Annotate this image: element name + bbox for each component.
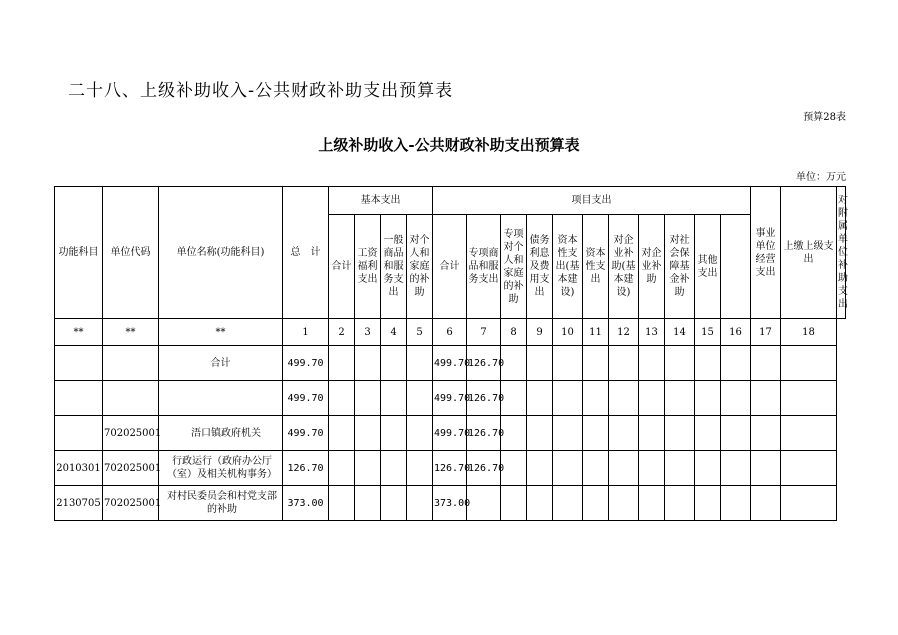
cell-func [55,381,103,416]
cell-total: 373.00 [283,486,329,521]
header-business: 事业单位经营支出 [751,187,781,319]
cell-proj-total: 373.00 [433,486,467,521]
cell-total: 499.70 [283,346,329,381]
header-wages: 工资福利支出 [355,215,381,319]
header-social: 对社会保障基金补助 [665,215,695,319]
cell-proj-total: 499.70 [433,346,467,381]
header-special-goods: 专项商品和服务支出 [467,215,501,319]
index-cell: ** [103,319,159,346]
index-cell: 10 [553,319,583,346]
table-number: 预算28表 [803,112,846,123]
header-capital-build: 资本性支出(基本建设) [553,215,583,319]
cell-special-goods: 126.70 [467,381,501,416]
page-heading: 二十八、上级补助收入-公共财政补助支出预算表 [68,81,454,101]
cell-proj-total: 499.70 [433,381,467,416]
index-cell: 17 [751,319,781,346]
table-row [55,486,846,521]
cell-func: 2130705 [55,486,103,521]
cell-total: 126.70 [283,451,329,486]
index-cell: 4 [381,319,407,346]
cell-code: 702025001 [103,451,159,486]
header-total: 总 计 [283,187,329,319]
index-cell: 11 [583,319,609,346]
index-cell: 2 [329,319,355,346]
table-row [55,381,846,416]
index-cell: 8 [501,319,527,346]
cell-name: 行政运行（政府办公厅（室）及相关机构事务） [159,451,283,486]
header-remit: 上缴上级支出 [781,187,837,319]
header-basic-total: 合计 [329,215,355,319]
index-cell: 6 [433,319,467,346]
cell-proj-total: 126.70 [433,451,467,486]
cell-func [55,346,103,381]
header-goods: 一般商品和服务支出 [381,215,407,319]
cell-special-goods: 126.70 [467,416,501,451]
table-row [55,416,846,451]
index-cell: 15 [695,319,721,346]
table-row [55,451,846,486]
header-debt: 债务利息及费用支出 [527,215,553,319]
header-enterprise-build: 对企业补助(基本建设) [609,215,639,319]
cell-name: 合计 [159,346,283,381]
table-title: 上级补助收入-公共财政补助支出预算表 [318,136,580,154]
header-proj-total: 合计 [433,215,467,319]
cell-code [103,346,159,381]
cell-special-goods: 126.70 [467,451,501,486]
cell-proj-total: 499.70 [433,416,467,451]
header-capital: 资本性支出 [583,215,609,319]
cell-code: 702025001 [103,486,159,521]
header-unit-name: 单位名称(功能科目) [159,187,283,319]
cell-code: 702025001 [103,416,159,451]
header-special-personal: 专项对个人和家庭的补助 [501,215,527,319]
index-cell: ** [55,319,103,346]
index-cell: 7 [467,319,501,346]
budget-table [54,186,849,521]
index-cell: 13 [639,319,665,346]
index-cell: 16 [721,319,751,346]
index-row [55,319,846,346]
cell-func: 2010301 [55,451,103,486]
index-cell: 12 [609,319,639,346]
header-unit-code: 单位代码 [103,187,159,319]
cell-func [55,416,103,451]
header-enterprise: 对企业补助 [639,215,665,319]
header-other: 其他支出 [695,215,721,319]
cell-special-goods [467,486,501,521]
cell-special-goods: 126.70 [467,346,501,381]
index-cell: 9 [527,319,553,346]
index-cell: 14 [665,319,695,346]
index-cell: 18 [781,319,837,346]
cell-name [159,381,283,416]
cell-name: 浯口镇政府机关 [159,416,283,451]
index-cell: 3 [355,319,381,346]
index-cell: 1 [283,319,329,346]
header-func-code: 功能科目 [55,187,103,319]
unit-label: 单位：万元 [796,172,846,183]
cell-total: 499.70 [283,381,329,416]
index-cell: 5 [407,319,433,346]
cell-name: 对村民委员会和村党支部的补助 [159,486,283,521]
index-cell: ** [159,319,283,346]
cell-total: 499.70 [283,416,329,451]
header-basic: 基本支出 [329,187,433,215]
table-row [55,346,846,381]
cell-code [103,381,159,416]
header-personal: 对个人和家庭的补助 [407,215,433,319]
header-project: 项目支出 [433,187,751,215]
header-affiliated: 对附属单位补助支出 [837,187,846,319]
